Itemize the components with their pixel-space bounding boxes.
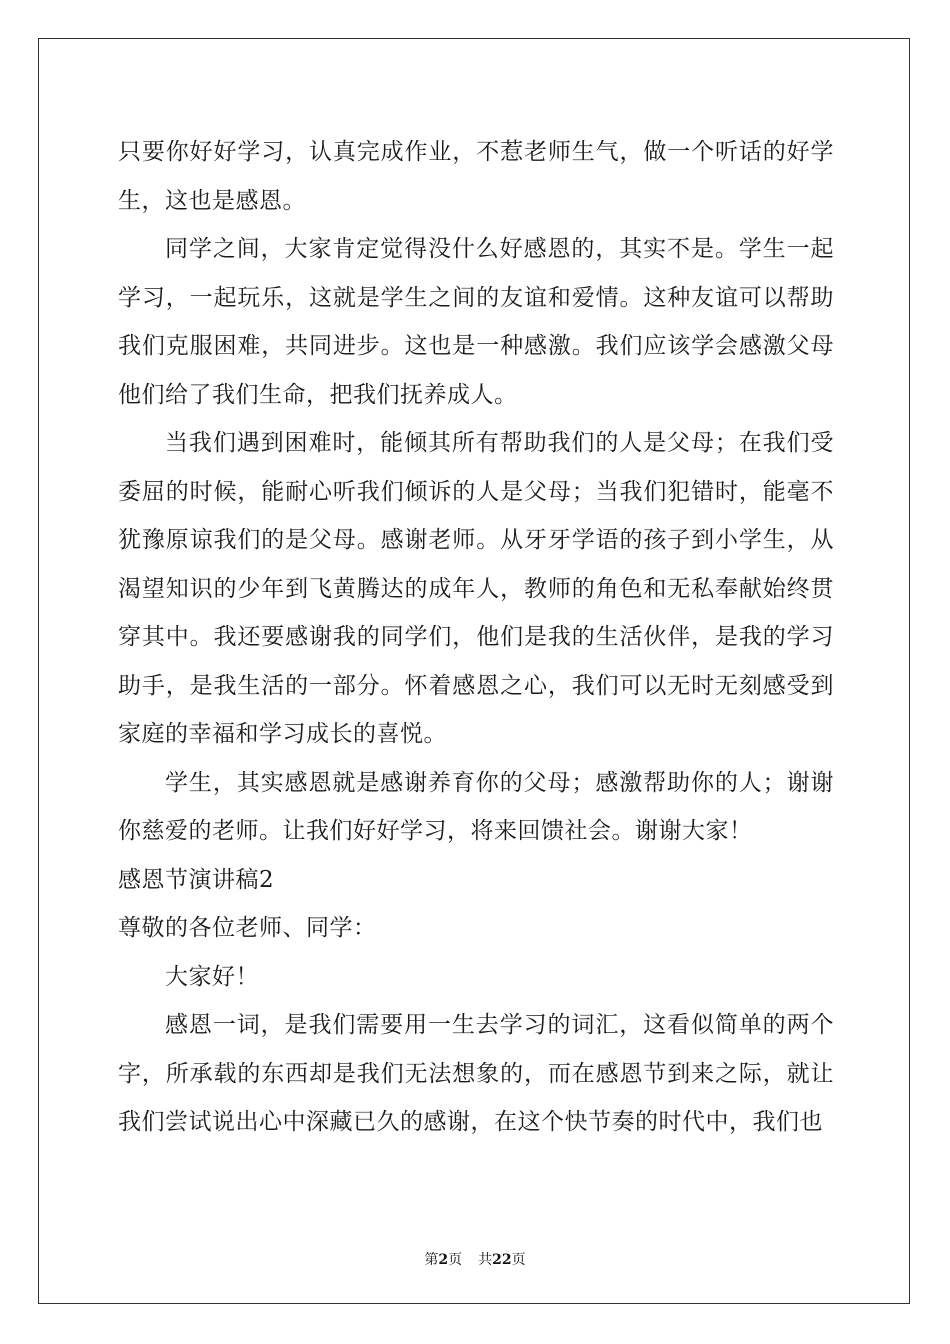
- page-prefix: 第: [424, 1252, 439, 1268]
- document-body: [118, 128, 834, 1147]
- paragraph-2: 同学之间，大家肯定觉得没什么好感恩的，其实不是。学生一起学习，一起玩乐，这就是学生之间的友谊和爱情。这种友谊可以帮助我们克服困难，共同进步。这也是一种感激。我们应该学会感激父母他们给了我们生命，把我们抚养成人。: [118, 236, 834, 408]
- paragraph-5: 感恩一词，是我们需要用一生去学习的词汇，这看似简单的两个字，所承载的东西却是我们无法想象的，而在感恩节到来之际，就让我们尝试说出心中深藏已久的感谢，在这个快节奏的时代中，我们也: [118, 1012, 834, 1135]
- total-suffix: 页: [511, 1252, 526, 1268]
- total-prefix: 共: [478, 1252, 493, 1268]
- paragraph-3: 当我们遇到困难时，能倾其所有帮助我们的人是父母；在我们受委屈的时候，能耐心听我们倾诉的人是父母；当我们犯错时，能毫不犹豫原谅我们的是父母。感谢老师。从牙牙学语的孩子到小学生，从渴望知识的少年到飞黄腾达的成年人，教师的角色和无私奉献始终贯穿其中。我还要感谢我的同学们，他们是我的生活伙伴，是我的学习助手，是我生活的一部分。怀着感恩之心，我们可以无时无刻感受到家庭的幸福和学习成长的喜悦。: [118, 430, 834, 747]
- page-number: 2: [438, 1252, 449, 1268]
- paragraph-4: 学生，其实感恩就是感谢养育你的父母；感激帮助你的人；谢谢你慈爱的老师。让我们好好学习，将来回馈社会。谢谢大家！: [118, 769, 834, 844]
- total-pages: 22: [492, 1252, 512, 1268]
- paragraph-1: 只要你好好学习，认真完成作业，不惹老师生气，做一个听话的好学生，这也是感恩。: [118, 139, 834, 214]
- page-footer: [0, 1249, 950, 1269]
- greeting: 大家好！: [165, 963, 259, 990]
- salutation: 尊敬的各位老师、同学：: [118, 915, 377, 941]
- section-title: 感恩节演讲稿2: [118, 866, 275, 893]
- page-suffix: 页: [448, 1252, 463, 1268]
